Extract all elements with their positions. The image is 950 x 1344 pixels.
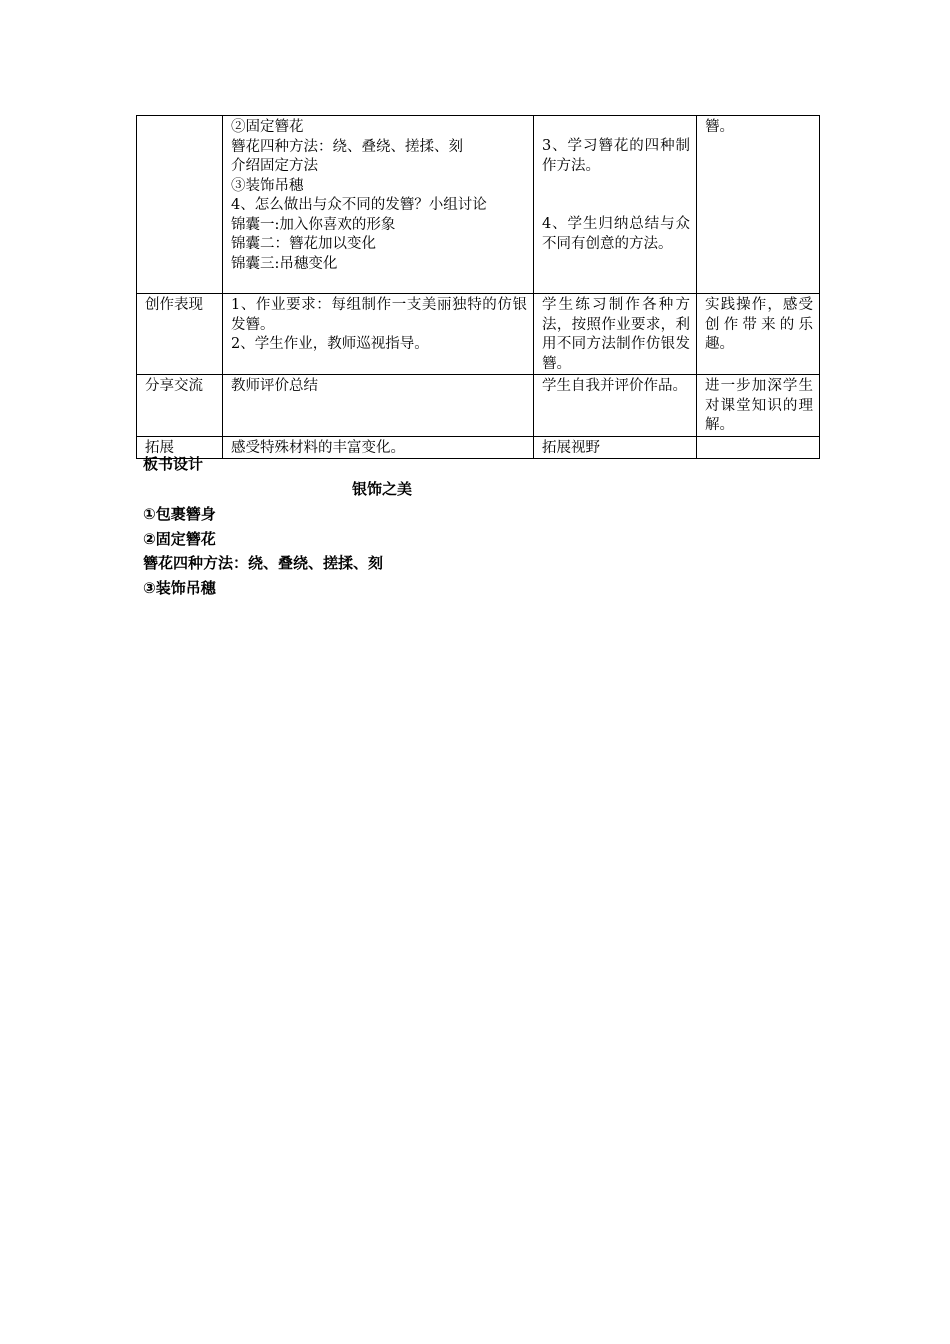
text-line: 锦囊一:加入你喜欢的形象 (231, 216, 396, 233)
board-item: ③装饰吊穗 (143, 579, 216, 597)
teacher-activity-cell (223, 116, 534, 294)
design-intent-cell (697, 375, 820, 437)
text-block: 实践操作，感受创作带来的乐趣。 (705, 297, 813, 352)
table-row (137, 116, 820, 294)
board-title: 银饰之美 (352, 480, 413, 498)
teacher-activity-cell: 教师评价总结 (223, 375, 534, 437)
design-intent-cell (697, 294, 820, 375)
board-design-heading: 板书设计 (143, 455, 204, 473)
table-row (137, 436, 820, 459)
text-line: 锦囊二：簪花加以变化 (231, 236, 376, 252)
student-activity-cell (534, 116, 697, 294)
text-line: ③装饰吊穗 (231, 177, 304, 194)
text-line: 锦囊三:吊穗变化 (231, 255, 338, 272)
teacher-activity-cell: 感受特殊材料的丰富变化。 (223, 436, 534, 459)
text-line: 4、怎么做出与众不同的发簪？小组讨论 (231, 197, 487, 213)
table-row (137, 375, 820, 437)
text-block: 学生练习制作各种方法，按照作业要求，利用不同方法制作仿银发簪。 (542, 297, 690, 372)
teacher-activity-cell (223, 294, 534, 375)
text-block: 进一步加深学生对课堂知识的理解。 (705, 378, 813, 433)
board-item: ②固定簪花 (143, 530, 216, 548)
text-block: 2、学生作业，教师巡视指导。 (231, 336, 429, 352)
lesson-plan-table (136, 115, 820, 459)
text-block: 1、作业要求：每组制作一支美丽独特的仿银发簪。 (231, 297, 527, 333)
text-line: ②固定簪花 (231, 119, 304, 135)
student-activity-cell: 拓展视野 (534, 436, 697, 459)
design-intent-cell: 簪。 (697, 116, 820, 294)
stage-cell (137, 116, 223, 294)
table-row (137, 294, 820, 375)
text-line: 簪花四种方法：绕、叠绕、搓揉、刻 (231, 138, 463, 155)
student-activity-cell (534, 294, 697, 375)
board-item: 簪花四种方法：绕、叠绕、搓揉、刻 (143, 554, 384, 572)
text-block: 4、学生归纳总结与众不同有创意的方法。 (542, 216, 690, 252)
student-activity-cell (534, 375, 697, 437)
stage-cell: 分享交流 (137, 375, 223, 437)
stage-cell: 创作表现 (137, 294, 223, 375)
stage-cell: 拓展 (137, 436, 223, 459)
board-item: ①包裹簪身 (143, 505, 216, 523)
text-block: 学生自我并评价作品。 (542, 378, 687, 394)
design-intent-cell (697, 436, 820, 459)
text-line: 介绍固定方法 (231, 158, 318, 174)
text-block: 3、学习簪花的四种制作方法。 (542, 138, 690, 174)
